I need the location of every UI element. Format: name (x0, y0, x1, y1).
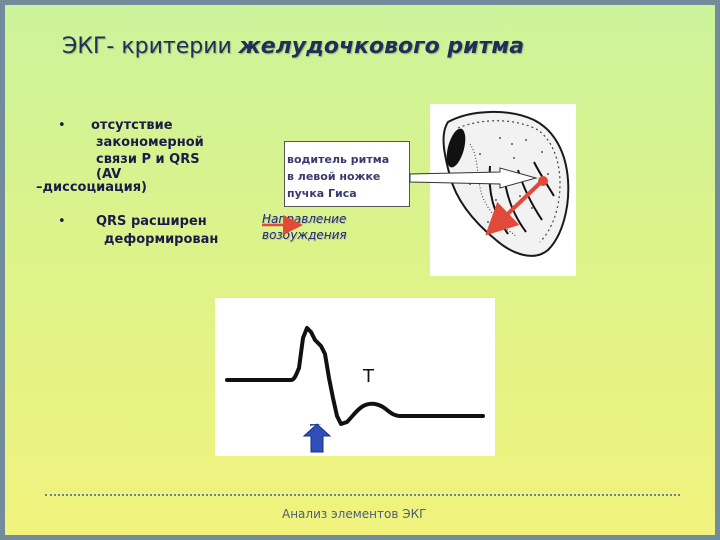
direction-line: Направление (262, 212, 347, 226)
qrs-pointer-arrow (304, 424, 330, 452)
callout-line: пучка Гиса (287, 187, 357, 200)
bullet-marker: • (58, 214, 66, 229)
heart-excitation-arrow (491, 183, 540, 230)
t-wave-label: T (363, 366, 374, 387)
bullet-line: связи P и QRS (96, 152, 200, 167)
title-normal: ЭКГ- критерии (62, 34, 239, 59)
bullet-marker: • (58, 118, 66, 133)
bullet-line: QRS расширен (96, 214, 207, 229)
callout-line: водитель ритма (287, 153, 390, 166)
callout-line: в левой ножке (287, 170, 381, 183)
bullet-line: отсутствие (91, 118, 173, 133)
bullet-line: –диссоциация) (36, 180, 148, 195)
title-bold: желудочкового ритма (238, 34, 525, 59)
callout-pointer-arrow (410, 168, 536, 188)
direction-line: возбуждения (262, 228, 347, 242)
footer-text: Анализ элементов ЭКГ (282, 507, 427, 521)
bullet-line: деформирован (104, 232, 219, 247)
footer-divider (45, 494, 680, 496)
bullet-line: закономерной (96, 135, 204, 150)
bullet-line: (AV (96, 167, 122, 182)
